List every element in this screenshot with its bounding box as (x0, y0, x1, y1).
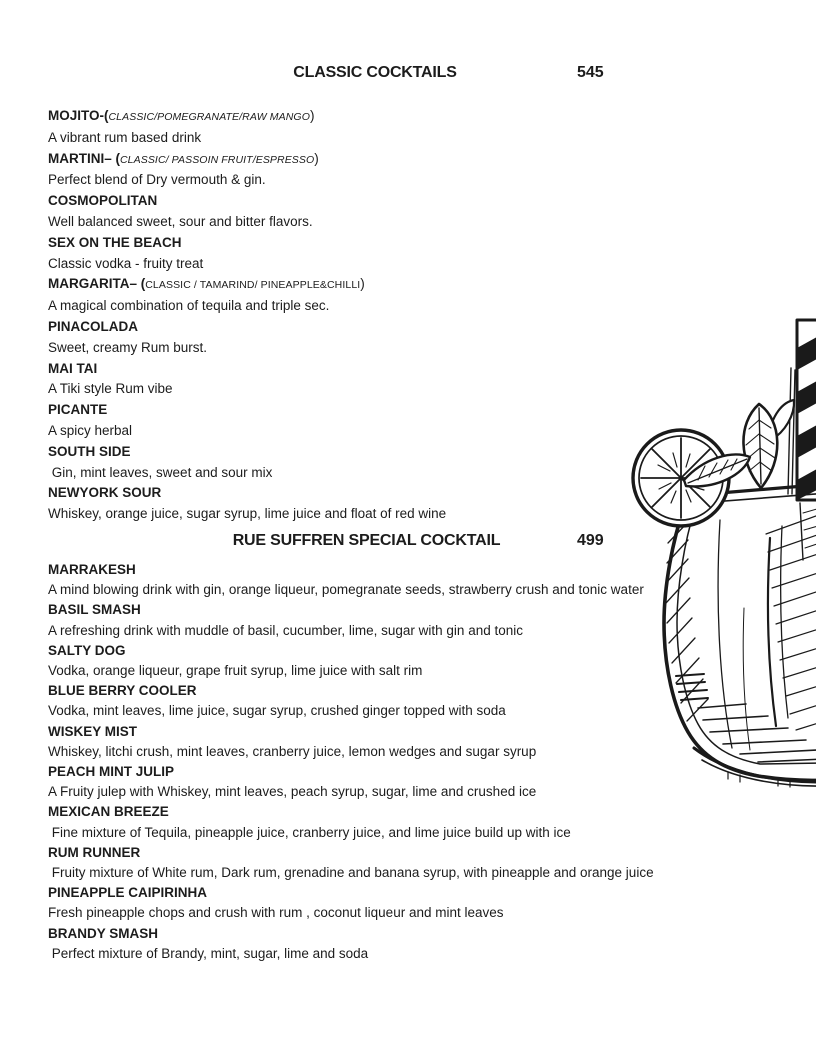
menu-item-name: PEACH MINT JULIP (48, 763, 175, 779)
menu-item-name: MAI TAI (48, 360, 98, 376)
menu-item-name: MARRAKESH (48, 561, 136, 577)
item-variants: CLASSIC / TAMARIND/ PINEAPPLE&CHILLI (145, 279, 361, 292)
menu-item-desc: A Fruity julep with Whiskey, mint leaves, peach syrup, sugar, lime and crushed ice (48, 784, 537, 800)
menu-item (48, 233, 762, 275)
menu-item (48, 802, 762, 842)
menu-item-name: PICANTE (48, 402, 108, 418)
menu-item-desc: A mind blowing drink with gin, orange liqueur, pomegranate seeds, strawberry crush and tonic water (48, 582, 644, 598)
menu-item (48, 149, 762, 192)
menu-item-name: NEWYORK SOUR (48, 485, 162, 501)
menu-item (48, 191, 762, 233)
menu-item-name: SALTY DOG (48, 642, 126, 658)
item-name-text: MARGARITA– ( (48, 276, 146, 292)
menu-item-desc: A refreshing drink with muddle of basil, cucumber, lime, sugar with gin and tonic (48, 622, 523, 638)
menu-item-desc: Perfect blend of Dry vermouth & gin. (48, 172, 266, 188)
menu-item-name: BLUE BERRY COOLER (48, 683, 197, 699)
menu-item-name: RUM RUNNER (48, 844, 141, 860)
menu-item-desc: A magical combination of tequila and triple sec. (48, 298, 330, 314)
menu-item-name: SEX ON THE BEACH (48, 234, 182, 250)
menu-item-desc: Sweet, creamy Rum burst. (48, 339, 208, 355)
menu-item-desc: Whiskey, orange juice, sugar syrup, lime juice and float of red wine (48, 506, 447, 522)
menu-item-desc: Vodka, mint leaves, lime juice, sugar syrup, crushed ginger topped with soda (48, 703, 506, 719)
menu-item-name: MEXICAN BREEZE (48, 804, 169, 820)
menu-item-name: BRANDY SMASH (48, 925, 159, 941)
menu-item-desc: Fruity mixture of White rum, Dark rum, grenadine and banana syrup, with pineapple and orange juice (48, 864, 654, 880)
menu-item-desc: A vibrant rum based drink (48, 129, 202, 145)
menu-item-name (48, 106, 762, 128)
menu-item-desc: Whiskey, litchi crush, mint leaves, cranberry juice, lemon wedges and sugar syrup (48, 743, 537, 759)
item-name-text: MARTINI– ( (48, 150, 120, 166)
menu-item-name (48, 149, 762, 171)
menu-item-name: BASIL SMASH (48, 602, 141, 618)
menu-item-desc: Well balanced sweet, sour and bitter flavors. (48, 213, 313, 229)
section-title: CLASSIC COCKTAILS (293, 64, 457, 81)
menu-item-desc: A spicy herbal (48, 422, 133, 438)
item-name-text: MOJITO-( (48, 108, 109, 123)
menu-item-name: SOUTH SIDE (48, 443, 131, 459)
menu-item (48, 106, 762, 149)
section-price: 545 (577, 64, 604, 81)
menu-item (48, 883, 762, 923)
glass-body (664, 484, 816, 787)
menu-item-name: PINACOLADA (48, 318, 138, 334)
menu-item-desc: Fresh pineapple chops and crush with rum , coconut liqueur and mint leaves (48, 905, 504, 921)
menu-item-desc: Classic vodka - fruity treat (48, 255, 204, 271)
menu-item (48, 924, 762, 964)
straw-icon (788, 320, 816, 562)
menu-item-desc: A Tiki style Rum vibe (48, 381, 173, 397)
menu-item-name: COSMOPOLITAN (48, 193, 158, 209)
item-close-paren: ) (309, 108, 315, 123)
section-price: 499 (577, 531, 604, 549)
item-variants: CLASSIC/POMEGRANATE/RAW MANGO (108, 111, 310, 123)
item-close-paren: ) (360, 276, 365, 292)
item-close-paren: ) (314, 150, 319, 166)
menu-item-desc: Vodka, orange liqueur, grape fruit syrup, lime juice with salt rim (48, 662, 423, 678)
section-header-classic-cocktails (48, 64, 762, 86)
item-variants: CLASSIC/ PASSOIN FRUIT/ESPRESSO (120, 153, 315, 166)
cocktail-glass-illustration (628, 308, 816, 798)
menu-item-name: WISKEY MIST (48, 723, 138, 739)
section-title: RUE SUFFREN SPECIAL COCKTAIL (232, 531, 501, 549)
menu-item (48, 843, 762, 883)
menu-item-name (48, 274, 762, 296)
menu-item-name: PINEAPPLE CAIPIRINHA (48, 885, 208, 901)
menu-item-desc: Perfect mixture of Brandy, mint, sugar, lime and soda (48, 945, 369, 961)
menu-item-desc: Fine mixture of Tequila, pineapple juice, cranberry juice, and lime juice build up with ice (48, 824, 571, 840)
menu-item-desc: Gin, mint leaves, sweet and sour mix (48, 464, 273, 480)
